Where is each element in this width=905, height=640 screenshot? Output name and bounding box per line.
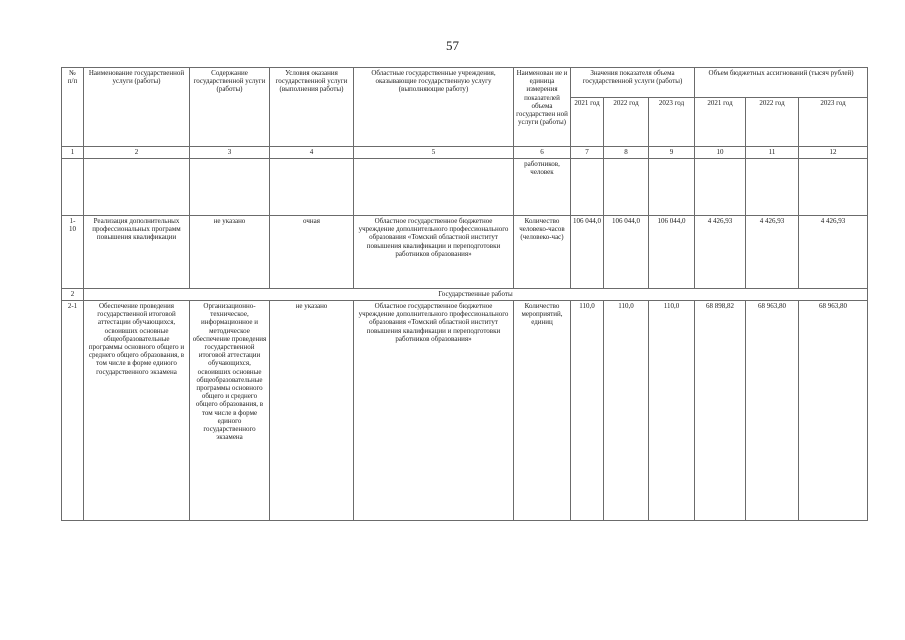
header-row-1 [62,68,868,98]
service-content: Организационно-техническое, информационное и методическое обеспечение проведения государственной итоговой аттестации обучающихся, освоивших основные общеобразовательные программы основного общего и среднего общего образования, в том числе в форме единого государственного экзамена [190,301,270,521]
col-number: 6 [514,147,571,159]
header-budget-group: Объем бюджетных ассигнований (тысяч рублей) [695,68,868,98]
table-row-1-10 [62,216,868,289]
header-conditions: Условия оказания государственной услуги (выполнения работы) [270,68,354,147]
header-year-2021: 2021 год [571,98,604,147]
column-number-row [62,147,868,159]
col-number: 8 [604,147,649,159]
budget-2021: 68 898,82 [695,301,746,521]
table-row-2-1 [62,301,868,521]
header-year-2022: 2022 год [604,98,649,147]
institution: Областное государственное бюджетное учреждение дополнительного профессионального образования «Томский областной институт повышения квалификации и переподготовки работников образования» [354,301,514,521]
unit: Количество человеко-часов (человеко-час) [514,216,571,289]
col-number: 11 [746,147,799,159]
col-number: 1 [62,147,84,159]
header-budget-year-2022: 2022 год [746,98,799,147]
section-row-2 [62,289,868,301]
unit: Количество мероприятий, единиц [514,301,571,521]
budget-2022: 68 963,80 [746,301,799,521]
header-col-num: № п/п [62,68,84,147]
state-services-table [61,67,868,521]
header-institutions: Областные государственные учреждения, оказывающие государственную услугу (выполняющие работу) [354,68,514,147]
volume-2021: 106 044,0 [571,216,604,289]
service-content: не указано [190,216,270,289]
col-number: 10 [695,147,746,159]
volume-2023: 106 044,0 [649,216,695,289]
header-year-2023: 2023 год [649,98,695,147]
volume-2022: 106 044,0 [604,216,649,289]
service-name: Обеспечение проведения государственной итоговой аттестации обучающихся, освоивших основные общеобразовательные программы основного общего и среднего общего образования, в том числе в форме единого государственного экзамена [84,301,190,521]
page-number: 57 [446,38,459,53]
col-number: 2 [84,147,190,159]
row-number: 1- 10 [62,216,84,289]
col-number: 9 [649,147,695,159]
section-title: Государственные работы [84,289,868,301]
header-budget-year-2023: 2023 год [799,98,868,147]
col-number: 12 [799,147,868,159]
col-number: 4 [270,147,354,159]
header-unit: Наименован ие и единица измерения показателей объема государствен ной услуги (работы) [514,68,571,147]
header-budget-year-2021: 2021 год [695,98,746,147]
volume-2023: 110,0 [649,301,695,521]
budget-2021: 4 426,93 [695,216,746,289]
section-number: 2 [62,289,84,301]
service-name: Реализация дополнительных профессиональных программ повышения квалификации [84,216,190,289]
service-conditions: очная [270,216,354,289]
volume-2021: 110,0 [571,301,604,521]
header-service-content: Содержание государственной услуги (работы) [190,68,270,147]
table-row-continuation [62,159,868,216]
row-number: 2-1 [62,301,84,521]
service-conditions: не указано [270,301,354,521]
continuation-unit: работников, человек [514,159,571,216]
col-number: 5 [354,147,514,159]
budget-2023: 4 426,93 [799,216,868,289]
budget-2022: 4 426,93 [746,216,799,289]
budget-2023: 68 963,80 [799,301,868,521]
header-service-name: Наименование государственной услуги (работы) [84,68,190,147]
header-volume-group: Значения показателя объема государственной услуги (работы) [571,68,695,98]
col-number: 3 [190,147,270,159]
volume-2022: 110,0 [604,301,649,521]
institution: Областное государственное бюджетное учреждение дополнительного профессионального образования «Томский областной институт повышения квалификации и переподготовки работников образования» [354,216,514,289]
col-number: 7 [571,147,604,159]
